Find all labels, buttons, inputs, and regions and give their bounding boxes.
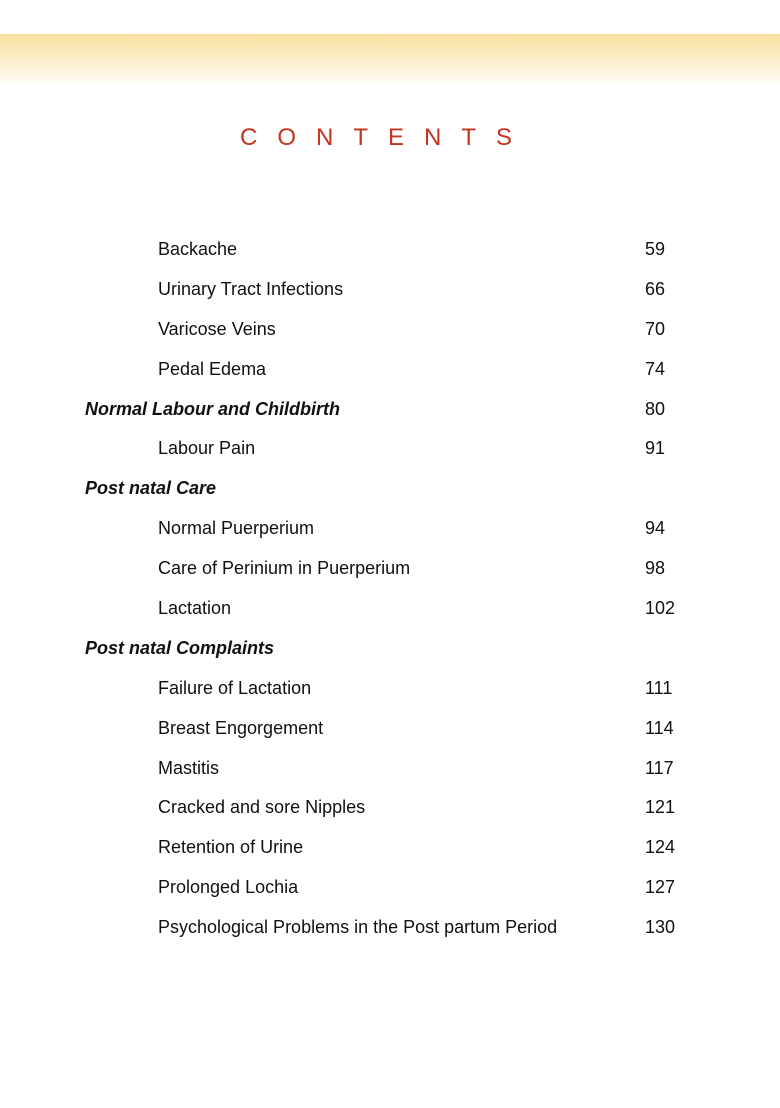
toc-entry <box>0 359 780 399</box>
toc-entry <box>0 598 780 638</box>
toc-entry <box>0 558 780 598</box>
toc-page-number: 59 <box>645 239 666 259</box>
toc-entry <box>0 438 780 478</box>
toc-page-number: 121 <box>645 797 676 818</box>
toc-page-number: 94 <box>645 518 666 539</box>
toc-page-number: 74 <box>645 358 666 379</box>
toc-entry <box>0 718 780 758</box>
toc-section-heading <box>0 478 780 518</box>
toc-entry <box>0 917 780 957</box>
toc-entry-label: Cracked and sore Nipples <box>158 797 366 818</box>
toc-page-number: 80 <box>645 398 666 419</box>
toc-page-number: 102 <box>645 598 676 619</box>
toc-entry-label: Care of Perinium in Puerperium <box>158 558 411 579</box>
toc-page-number: 117 <box>645 757 674 778</box>
toc-entry-label: Breast Engorgement <box>158 717 324 738</box>
toc-entry-label: Labour Pain <box>158 438 256 459</box>
toc-entry <box>0 877 780 917</box>
toc-entry <box>0 319 780 359</box>
toc-page-number: 127 <box>645 877 676 898</box>
toc-entry <box>0 678 780 718</box>
toc-entry-label: Retention of Urine <box>158 837 304 858</box>
toc-entry-label: Psychological Problems in the Post partum Period <box>158 917 558 938</box>
toc-entry-label: Varicose Veins <box>158 318 276 339</box>
toc-list <box>0 239 780 957</box>
toc-entry-label: Post natal Care <box>85 478 217 499</box>
toc-entry <box>0 518 780 558</box>
toc-entry <box>0 239 780 279</box>
toc-entry-label: Normal Puerperium <box>158 518 315 539</box>
toc-entry <box>0 279 780 319</box>
toc-entry-label: Lactation <box>158 598 232 619</box>
toc-page-number: 66 <box>645 278 666 299</box>
toc-entry <box>0 837 780 877</box>
toc-page-number: 114 <box>645 717 674 738</box>
toc-entry-label: Failure of Lactation <box>158 677 312 698</box>
toc-page-number: 98 <box>645 558 666 579</box>
toc-page-number: 111 <box>645 677 673 698</box>
toc-entry-label: Urinary Tract Infections <box>158 278 344 299</box>
toc-page-number: 91 <box>645 438 666 459</box>
toc-entry-label: Normal Labour and Childbirth <box>85 398 340 419</box>
toc-entry-label: Prolonged Lochia <box>158 877 299 898</box>
toc-entry-label: Post natal Complaints <box>85 637 275 658</box>
toc-section-heading <box>0 638 780 678</box>
toc-entry-label: Backache <box>158 239 238 259</box>
header-band <box>0 34 780 84</box>
toc-page-number: 130 <box>645 917 676 938</box>
toc-section-heading <box>0 399 780 439</box>
toc-page-number: 124 <box>645 837 676 858</box>
toc-page-number: 70 <box>645 318 666 339</box>
toc-entry <box>0 797 780 837</box>
toc-entry-label: Mastitis <box>158 757 220 778</box>
toc-entry-label: Pedal Edema <box>158 358 267 379</box>
toc-entry <box>0 758 780 798</box>
page-title: CONTENTS <box>240 124 532 151</box>
